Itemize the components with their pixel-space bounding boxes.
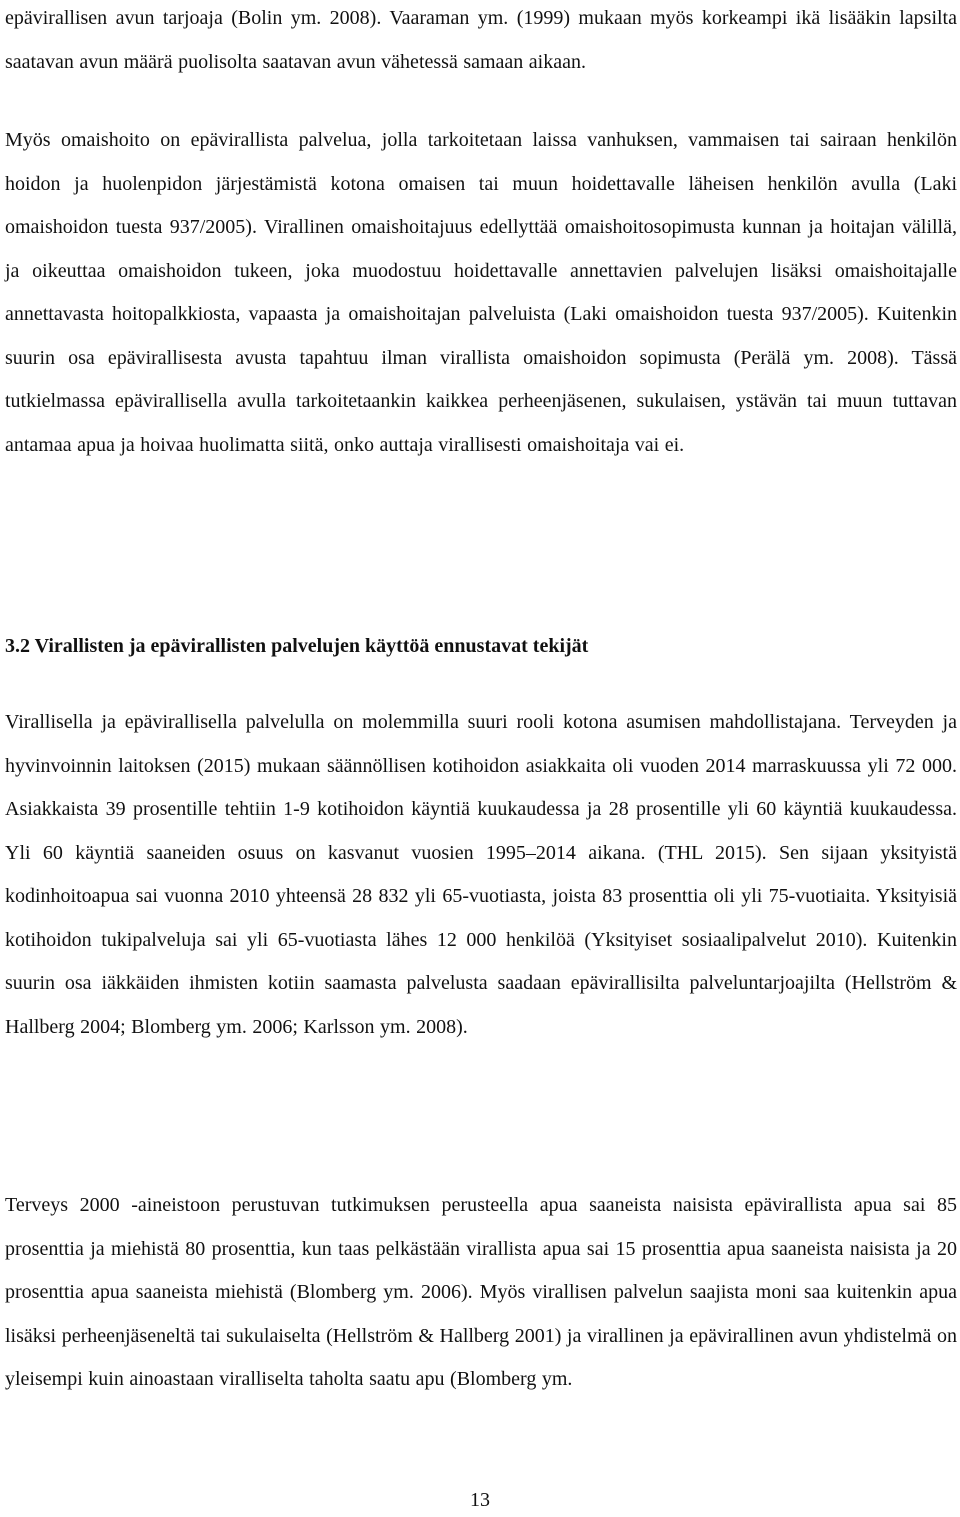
paragraph-terveys: Terveys 2000 -aineistoon perustuvan tutkimuksen perusteella apua saaneista naisista epävirallista apua sai 85 prosenttia ja miehistä 80 prosenttia, kun taas pelkästään virallista apua sai 15 prosenttia apua saaneista naisista ja 20 prosenttia apua saaneista miehistä (Blomberg ym. 2006). Myös virallisen palvelun saajista moni saa kuitenkin apua lisäksi perheenjäseneltä tai sukulaiselta (Hellström & Hallberg 2001) ja virallinen ja epävirallinen avun yhdistelmä on yleisempi kuin ainoastaan viralliselta taholta saatu apu (Blomberg ym. <box>5 1194 957 1390</box>
paragraph-omaishoito: Myös omaishoito on epävirallista palvelua, jolla tarkoitetaan laissa vanhuksen, vammaisen tai sairaan henkilön hoidon ja huolenpidon järjestämistä kotona omaisen tai muun hoidettavalle läheisen henkilön avulla (Laki omaishoidon tuesta 937/2005). Virallinen omaishoitajuus edellyttää omaishoitosopimusta kunnan ja hoitajan välillä, ja oikeuttaa omaishoidon tukeen, joka muodostuu hoidettavalle annettavien palvelujen lisäksi omaishoitajalle annettavasta hoitopalkkiosta, vapaasta ja omaishoitajan palveluista (Laki omaishoidon tuesta 937/2005). Kuitenkin suurin osa epävirallisesta avusta tapahtuu ilman virallista omaishoidon sopimusta (Perälä ym. 2008). Tässä tutkielmassa epävirallisella avulla tarkoitetaankin kaikkea perheenjäsenen, sukulaisen, ystävän tai muun tuttavan antamaa apua ja hoivaa huolimatta siitä, onko auttaja virallisesti omaishoitaja vai ei. <box>5 129 957 456</box>
page-number: 13 <box>470 1489 490 1511</box>
paragraph-virallisella: Virallisella ja epävirallisella palvelulla on molemmilla suuri rooli kotona asumisen mahdollistajana. Terveyden ja hyvinvoinnin laitoksen (2015) mukaan säännöllisen kotihoidon asiakkaita oli vuoden 2014 marraskuussa yli 72 000. Asiakkaista 39 prosentille tehtiin 1-9 kotihoidon käyntiä kuukaudessa ja 28 prosentille yli 60 käyntiä kuukaudessa. Yli 60 käyntiä saaneiden osuus on kasvanut vuosien 1995–2014 aikana. (THL 2015). Sen sijaan yksityistä kodinhoitoapua sai vuonna 2010 yhteensä 28 832 yli 65-vuotiasta, joista 83 prosenttia oli yli 75-vuotiaita. Yksityisiä kotihoidon tukipalveluja sai yli 65-vuotiasta lähes 12 000 henkilöä (Yksityiset sosiaalipalvelut 2010). Kuitenkin suurin osa iäkkäiden ihmisten kotiin saamasta palvelusta saadaan epävirallisilta palveluntarjoajilta (Hellström & Hallberg 2004; Blomberg ym. 2006; Karlsson ym. 2008). <box>5 711 957 1038</box>
paragraph-intro: epävirallisen avun tarjoaja (Bolin ym. 2008). Vaaraman ym. (1999) mukaan myös korkeampi ikä lisääkin lapsilta saatavan avun määrä puolisolta saatavan avun vähetessä samaan aikaan. <box>5 7 957 73</box>
section-heading: 3.2 Virallisten ja epävirallisten palvelujen käyttöä ennustavat tekijät <box>5 635 589 657</box>
